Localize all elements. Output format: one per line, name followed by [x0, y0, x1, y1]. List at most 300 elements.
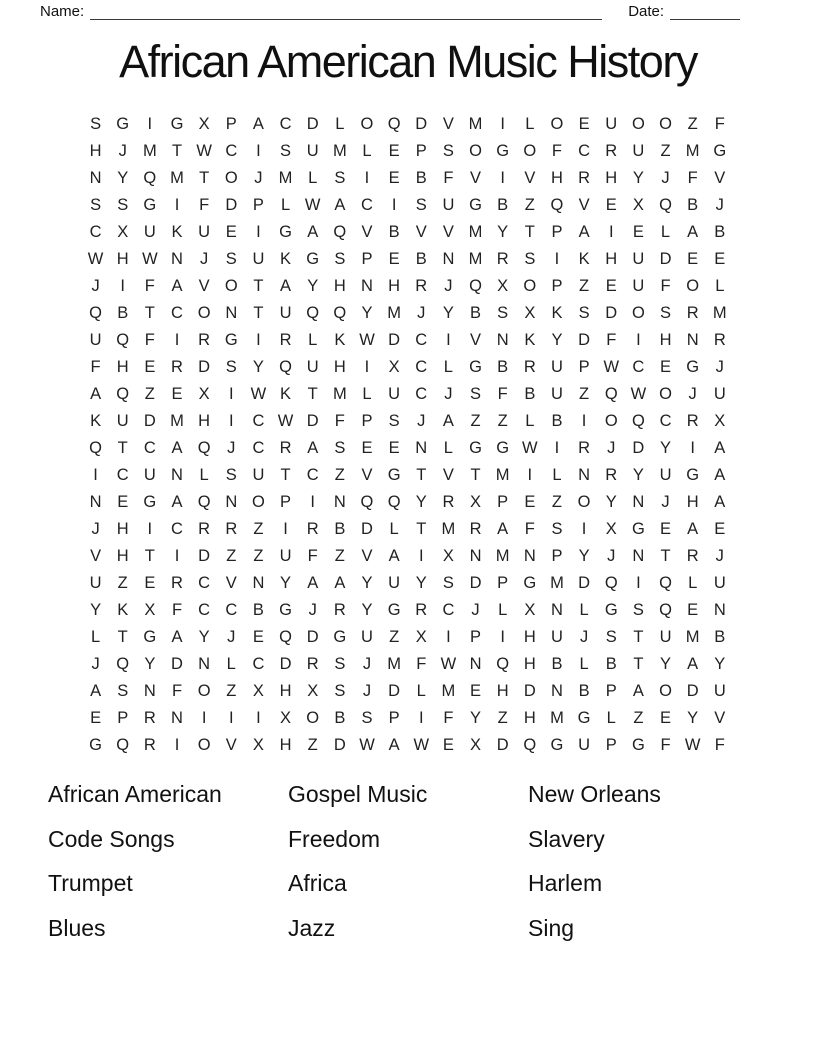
grid-letter: T [307, 385, 318, 403]
grid-letter: M [495, 547, 510, 565]
grid-letter: Q [116, 331, 130, 349]
grid-letter: A [388, 547, 400, 565]
grid-letter: O [306, 709, 320, 727]
grid-letter: H [523, 709, 536, 727]
grid-letter: C [89, 223, 102, 241]
grid-letter: C [415, 358, 428, 376]
grid-letter: F [497, 385, 508, 403]
grid-letter: Q [659, 601, 672, 619]
grid-letter: E [714, 250, 726, 268]
grid-letter: G [387, 601, 401, 619]
word-list-item: Blues [48, 914, 106, 941]
grid-letter: Q [523, 736, 537, 754]
grid-letter: D [523, 682, 536, 700]
grid-letter: N [523, 547, 536, 565]
grid-letter: F [660, 277, 671, 295]
grid-letter: H [388, 277, 401, 295]
grid-letter: D [578, 574, 591, 592]
grid-letter: Q [306, 304, 320, 322]
grid-letter: N [89, 493, 102, 511]
grid-letter: J [227, 439, 236, 457]
grid-letter: J [417, 412, 426, 430]
grid-letter: J [362, 682, 372, 700]
grid-letter: X [198, 385, 210, 403]
grid-letter: B [252, 601, 264, 619]
word-list-item: Harlem [528, 870, 603, 896]
grid-letter: Y [307, 277, 319, 295]
grid-letter: Y [252, 358, 264, 376]
grid-letter: S [415, 196, 427, 214]
grid-letter: W [522, 439, 538, 457]
grid-letter: X [524, 304, 536, 322]
grid-letter: Q [387, 115, 401, 133]
grid-letter: H [333, 277, 346, 295]
grid-letter: I [174, 736, 180, 754]
grid-letter: R [605, 466, 618, 484]
grid-letter: B [714, 628, 726, 646]
grid-letter: C [252, 655, 265, 673]
grid-letter: O [523, 277, 537, 295]
grid-letter: P [225, 115, 237, 133]
grid-letter: R [279, 331, 292, 349]
grid-letter: S [442, 574, 454, 592]
grid-letter: C [279, 115, 292, 133]
grid-letter: N [713, 601, 726, 619]
grid-letter: H [333, 358, 346, 376]
grid-letter: Z [334, 466, 345, 484]
grid-letter: S [388, 412, 400, 430]
grid-letter: A [687, 655, 699, 673]
grid-letter: E [252, 628, 264, 646]
grid-letter: H [551, 169, 563, 187]
grid-letter: W [603, 358, 620, 376]
grid-letter: G [523, 574, 537, 592]
grid-letter: U [388, 574, 401, 592]
grid-letter: G [496, 142, 510, 160]
grid-letter: Q [116, 385, 130, 403]
grid-letter: X [307, 682, 319, 700]
grid-letter: N [496, 331, 509, 349]
grid-letter: Y [497, 223, 509, 241]
grid-letter: Q [143, 169, 157, 187]
grid-letter: U [198, 223, 211, 241]
grid-letter: E [578, 115, 590, 133]
grid-letter: T [253, 304, 264, 322]
grid-letter: C [442, 601, 455, 619]
grid-letter: B [714, 223, 726, 241]
grid-letter: B [334, 709, 346, 727]
grid-letter: F [687, 169, 698, 187]
grid-letter: I [500, 115, 505, 133]
grid-letter: L [443, 358, 453, 376]
grid-letter: M [495, 466, 510, 484]
grid-letter: U [713, 682, 726, 700]
grid-letter: A [388, 736, 400, 754]
grid-letter: E [225, 223, 237, 241]
grid-letter: G [143, 196, 157, 214]
grid-letter: P [252, 196, 264, 214]
grid-letter: G [713, 142, 727, 160]
grid-letter: Y [361, 601, 373, 619]
grid-letter: H [116, 250, 129, 268]
grid-letter: I [256, 709, 261, 727]
grid-letter: G [116, 115, 130, 133]
grid-letter: N [686, 331, 699, 349]
grid-letter: P [280, 493, 292, 511]
grid-letter: G [143, 493, 157, 511]
grid-letter: U [551, 628, 563, 646]
grid-letter: K [334, 331, 346, 349]
grid-letter: T [416, 520, 427, 538]
grid-letter: I [636, 574, 641, 592]
grid-letter: I [554, 250, 560, 268]
grid-letter: W [142, 250, 158, 268]
grid-letter: O [523, 142, 537, 160]
grid-letter: X [252, 736, 264, 754]
grid-letter: R [143, 709, 156, 727]
grid-letter: X [632, 196, 644, 214]
grid-letter: M [685, 628, 700, 646]
grid-letter: H [279, 736, 292, 754]
grid-letter: B [470, 304, 482, 322]
grid-letter: C [198, 574, 211, 592]
grid-letter: S [632, 601, 644, 619]
grid-letter: F [90, 358, 101, 376]
grid-letter: G [306, 250, 320, 268]
grid-letter: K [524, 331, 536, 349]
grid-letter: Y [361, 574, 373, 592]
grid-letter: I [364, 169, 370, 187]
grid-letter: I [364, 358, 370, 376]
grid-letter: G [469, 196, 482, 214]
grid-letter: O [197, 682, 211, 700]
grid-letter: G [170, 115, 184, 133]
grid-letter: O [469, 142, 482, 160]
grid-letter: N [469, 547, 482, 565]
grid-letter: O [197, 736, 211, 754]
grid-letter: A [171, 628, 183, 646]
grid-letter: M [550, 574, 564, 592]
grid-letter: W [440, 655, 457, 673]
grid-letter: R [171, 358, 183, 376]
grid-letter: W [250, 385, 267, 403]
grid-letter: T [253, 277, 264, 295]
grid-letter: M [712, 304, 727, 322]
grid-letter: L [199, 466, 209, 484]
grid-letter: C [578, 142, 591, 160]
grid-letter: J [200, 250, 209, 268]
grid-letter: Q [604, 574, 618, 592]
grid-letter: U [442, 196, 455, 214]
grid-letter: W [196, 142, 212, 160]
grid-letter: F [171, 682, 183, 700]
grid-letter: X [144, 601, 156, 619]
grid-letter: R [306, 520, 319, 538]
grid-letter: I [636, 331, 641, 349]
grid-letter: C [116, 466, 129, 484]
grid-letter: J [91, 277, 100, 295]
grid-letter: I [256, 223, 261, 241]
grid-letter: D [686, 682, 699, 700]
grid-letter: I [283, 520, 288, 538]
grid-letter: U [578, 736, 591, 754]
grid-letter: I [500, 169, 505, 187]
grid-letter: V [442, 466, 454, 484]
grid-letter: M [332, 142, 347, 160]
grid-letter: F [199, 196, 210, 214]
grid-letter: C [659, 412, 672, 430]
grid-letter: R [496, 250, 509, 268]
grid-letter: I [554, 439, 560, 457]
grid-letter: K [117, 601, 129, 619]
grid-letter: I [581, 412, 587, 430]
grid-letter: H [198, 412, 211, 430]
grid-letter: H [116, 358, 129, 376]
grid-letter: T [416, 466, 427, 484]
grid-letter: R [225, 520, 238, 538]
grid-letter: Z [334, 547, 345, 565]
grid-letter: H [659, 331, 672, 349]
grid-letter: D [143, 412, 156, 430]
name-blank-line [90, 4, 602, 20]
grid-letter: R [442, 493, 455, 511]
grid-letter: Q [333, 304, 347, 322]
grid-letter: Q [496, 655, 510, 673]
word-list-item: African American [48, 781, 222, 807]
grid-letter: P [470, 628, 482, 646]
grid-letter: W [413, 736, 430, 754]
grid-letter: I [174, 196, 180, 214]
grid-letter: R [578, 439, 591, 457]
grid-letter: R [198, 331, 211, 349]
grid-letter: Y [714, 655, 726, 673]
grid-letter: G [387, 466, 401, 484]
grid-letter: Q [197, 493, 211, 511]
grid-letter: Q [89, 304, 102, 322]
grid-letter: F [714, 736, 725, 754]
grid-letter: Z [470, 412, 481, 430]
grid-letter: A [497, 520, 509, 538]
grid-letter: P [551, 277, 563, 295]
grid-letter: V [90, 547, 102, 565]
grid-letter: L [715, 277, 725, 295]
grid-letter: D [415, 115, 428, 133]
grid-letter: T [660, 547, 671, 565]
grid-letter: M [468, 115, 483, 133]
grid-letter: A [252, 115, 264, 133]
grid-letter: S [90, 196, 102, 214]
grid-letter: E [632, 223, 644, 241]
grid-letter: C [171, 520, 183, 538]
grid-letter: L [552, 466, 562, 484]
grid-letter: N [333, 493, 346, 511]
grid-letter: N [171, 709, 183, 727]
grid-letter: S [225, 250, 237, 268]
grid-letter: S [497, 304, 509, 322]
grid-letter: T [117, 439, 128, 457]
grid-letter: I [581, 520, 587, 538]
grid-letter: P [605, 682, 617, 700]
grid-letter: L [362, 385, 372, 403]
grid-letter: R [306, 655, 319, 673]
grid-letter: V [198, 277, 210, 295]
grid-letter: H [496, 682, 509, 700]
grid-letter: Y [551, 331, 563, 349]
grid-letter: Z [633, 709, 644, 727]
grid-letter: Q [550, 196, 564, 214]
grid-letter: M [441, 682, 456, 700]
grid-letter: G [469, 439, 482, 457]
grid-letter: T [280, 466, 291, 484]
date-blank-line [670, 4, 740, 20]
grid-letter: M [332, 385, 347, 403]
grid-letter: I [147, 115, 153, 133]
grid-letter: P [497, 493, 509, 511]
grid-letter: M [170, 412, 184, 430]
grid-letter: Z [524, 196, 535, 214]
grid-letter: Y [578, 547, 590, 565]
grid-letter: V [524, 169, 536, 187]
grid-letter: F [416, 655, 427, 673]
grid-letter: D [306, 412, 319, 430]
grid-letter: L [498, 601, 508, 619]
grid-letter: M [387, 655, 401, 673]
grid-letter: D [496, 736, 509, 754]
grid-letter: Y [280, 574, 292, 592]
grid-letter: M [468, 223, 483, 241]
word-list-item: Africa [288, 870, 347, 896]
grid-letter: F [144, 331, 155, 349]
grid-letter: W [304, 196, 321, 214]
grid-letter: E [144, 574, 156, 592]
grid-letter: L [443, 439, 453, 457]
grid-letter: G [577, 709, 591, 727]
grid-letter: Q [360, 493, 374, 511]
word-list-item: Sing [528, 914, 575, 941]
grid-letter: A [307, 439, 319, 457]
grid-letter: U [551, 385, 563, 403]
grid-letter: Z [144, 385, 155, 403]
grid-letter: Q [197, 439, 211, 457]
grid-letter: A [171, 493, 183, 511]
grid-letter: F [334, 412, 345, 430]
grid-letter: A [334, 574, 346, 592]
grid-letter: V [361, 547, 373, 565]
grid-letter: Z [579, 277, 590, 295]
grid-letter: U [89, 331, 102, 349]
grid-letter: L [335, 115, 345, 133]
grid-letter: P [497, 574, 509, 592]
grid-letter: N [415, 439, 428, 457]
grid-letter: U [632, 277, 645, 295]
grid-letter: O [224, 169, 238, 187]
grid-letter: J [661, 493, 670, 511]
grid-letter: G [224, 331, 238, 349]
grid-letter: I [608, 223, 614, 241]
grid-letter: R [333, 601, 346, 619]
grid-letter: G [279, 223, 292, 241]
grid-letter: V [442, 115, 454, 133]
grid-letter: D [279, 655, 292, 673]
grid-letter: S [225, 358, 237, 376]
grid-letter: F [524, 520, 535, 538]
grid-letter: L [606, 709, 616, 727]
grid-letter: B [551, 412, 563, 430]
grid-letter: E [442, 736, 454, 754]
word-search-grid [82, 111, 733, 759]
grid-letter: H [116, 520, 129, 538]
grid-letter: P [578, 358, 590, 376]
grid-letter: A [714, 439, 726, 457]
grid-letter: K [280, 385, 292, 403]
grid-letter: R [279, 439, 292, 457]
grid-letter: L [579, 601, 589, 619]
grid-letter: Y [687, 709, 699, 727]
grid-letter: G [469, 358, 482, 376]
grid-letter: G [333, 628, 347, 646]
grid-letter: E [470, 682, 482, 700]
grid-letter: N [225, 304, 238, 322]
grid-letter: B [117, 304, 129, 322]
grid-letter: J [607, 439, 616, 457]
grid-letter: E [714, 520, 726, 538]
grid-letter: G [89, 736, 102, 754]
grid-letter: I [147, 520, 153, 538]
grid-letter: O [197, 304, 211, 322]
grid-letter: T [470, 466, 481, 484]
grid-letter: E [171, 385, 183, 403]
grid-letter: O [659, 385, 672, 403]
grid-letter: N [551, 682, 563, 700]
grid-letter: P [117, 709, 129, 727]
grid-letter: E [388, 439, 400, 457]
grid-letter: T [144, 304, 155, 322]
grid-letter: G [550, 736, 564, 754]
grid-letter: V [225, 736, 237, 754]
grid-letter: J [444, 277, 453, 295]
grid-letter: N [171, 250, 183, 268]
grid-letter: A [171, 277, 183, 295]
grid-letter: I [527, 466, 533, 484]
grid-letter: E [117, 493, 129, 511]
grid-letter: N [361, 277, 373, 295]
grid-letter: Z [660, 142, 671, 160]
grid-letter: C [361, 196, 373, 214]
grid-letter: A [687, 520, 699, 538]
grid-letter: N [551, 601, 563, 619]
grid-letter: A [442, 412, 454, 430]
grid-letter: R [686, 547, 699, 565]
grid-letter: R [469, 520, 482, 538]
grid-letter: Q [116, 655, 130, 673]
grid-letter: V [225, 574, 237, 592]
grid-letter: T [117, 628, 128, 646]
grid-letter: I [256, 142, 261, 160]
word-list-column [528, 772, 768, 950]
grid-letter: N [469, 655, 482, 673]
grid-letter: S [334, 250, 346, 268]
grid-letter: I [500, 628, 505, 646]
grid-letter: J [308, 601, 317, 619]
grid-letter: U [143, 223, 156, 241]
grid-letter: Z [307, 736, 318, 754]
grid-letter: H [605, 169, 618, 187]
word-list-item: Freedom [288, 825, 381, 852]
grid-letter: H [279, 682, 292, 700]
grid-letter: N [442, 250, 455, 268]
grid-letter: N [252, 574, 265, 592]
grid-letter: A [578, 223, 590, 241]
